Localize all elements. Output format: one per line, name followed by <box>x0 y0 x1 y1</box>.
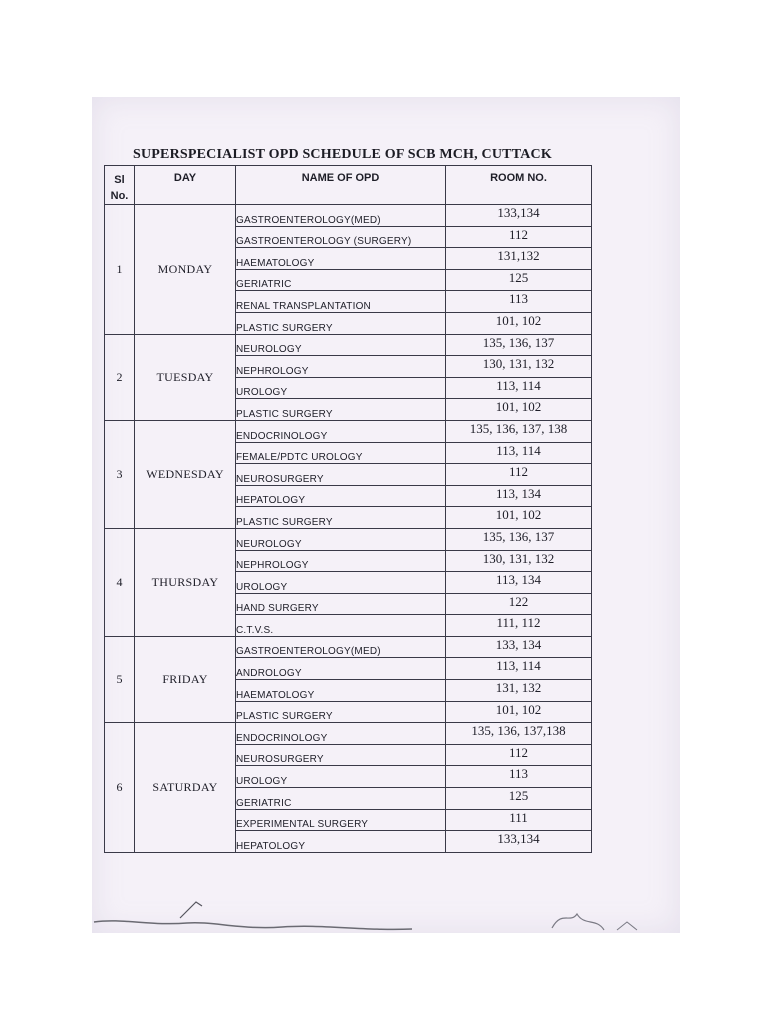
room-no-header: ROOM NO. <box>446 166 592 205</box>
room-no-cell: 122 <box>446 593 592 615</box>
room-no-cell: 113, 114 <box>446 658 592 680</box>
opd-name-cell: UROLOGY <box>236 377 446 399</box>
sl-no-header <box>105 166 135 205</box>
day-cell: SATURDAY <box>135 723 236 853</box>
opd-name-cell: HEPATOLOGY <box>236 485 446 507</box>
room-no-cell: 130, 131, 132 <box>446 356 592 378</box>
table-header-row <box>105 166 592 205</box>
room-no-cell: 131,132 <box>446 248 592 270</box>
opd-name-cell: NEUROLOGY <box>236 334 446 356</box>
room-no-cell: 113 <box>446 766 592 788</box>
torn-edge-mark <box>92 900 680 940</box>
room-no-cell: 135, 136, 137 <box>446 334 592 356</box>
room-no-cell: 101, 102 <box>446 312 592 334</box>
room-no-cell: 101, 102 <box>446 701 592 723</box>
room-no-cell: 112 <box>446 464 592 486</box>
room-no-cell: 130, 131, 132 <box>446 550 592 572</box>
opd-name-cell: EXPERIMENTAL SURGERY <box>236 809 446 831</box>
opd-name-cell: GERIATRIC <box>236 269 446 291</box>
opd-name-header: NAME OF OPD <box>236 166 446 205</box>
opd-name-cell: HAEMATOLOGY <box>236 248 446 270</box>
day-cell: FRIDAY <box>135 636 236 722</box>
opd-name-cell: PLASTIC SURGERY <box>236 399 446 421</box>
opd-name-cell: GASTROENTEROLOGY (SURGERY) <box>236 226 446 248</box>
room-no-cell: 125 <box>446 788 592 810</box>
table-row <box>105 723 592 745</box>
room-no-cell: 113, 114 <box>446 442 592 464</box>
room-no-cell: 125 <box>446 269 592 291</box>
table-row <box>105 420 592 442</box>
opd-name-cell: GERIATRIC <box>236 788 446 810</box>
opd-name-cell: HAND SURGERY <box>236 593 446 615</box>
opd-name-cell: HEPATOLOGY <box>236 831 446 853</box>
room-no-cell: 135, 136, 137, 138 <box>446 420 592 442</box>
room-no-cell: 101, 102 <box>446 399 592 421</box>
table-row <box>105 205 592 227</box>
opd-name-cell: GASTROENTEROLOGY(MED) <box>236 205 446 227</box>
opd-name-cell: ENDOCRINOLOGY <box>236 723 446 745</box>
room-no-cell: 135, 136, 137 <box>446 528 592 550</box>
sl-no-cell: 6 <box>105 723 135 853</box>
table-row <box>105 528 592 550</box>
room-no-cell: 113, 114 <box>446 377 592 399</box>
opd-name-cell: C.T.V.S. <box>236 615 446 637</box>
sl-no-cell: 3 <box>105 420 135 528</box>
opd-name-cell: HAEMATOLOGY <box>236 680 446 702</box>
opd-name-cell: NEPHROLOGY <box>236 550 446 572</box>
table-body <box>105 205 592 853</box>
room-no-cell: 133,134 <box>446 831 592 853</box>
sl-no-cell: 4 <box>105 528 135 636</box>
day-cell: WEDNESDAY <box>135 420 236 528</box>
day-header: DAY <box>135 166 236 205</box>
opd-name-cell: PLASTIC SURGERY <box>236 701 446 723</box>
opd-name-cell: ANDROLOGY <box>236 658 446 680</box>
room-no-cell: 111 <box>446 809 592 831</box>
room-no-cell: 135, 136, 137,138 <box>446 723 592 745</box>
table-row <box>105 334 592 356</box>
opd-name-cell: RENAL TRANSPLANTATION <box>236 291 446 313</box>
sl-no-cell: 1 <box>105 205 135 335</box>
sl-no-cell: 2 <box>105 334 135 420</box>
room-no-cell: 133, 134 <box>446 636 592 658</box>
document-title: SUPERSPECIALIST OPD SCHEDULE OF SCB MCH, CUTTACK <box>133 147 552 162</box>
room-no-cell: 112 <box>446 226 592 248</box>
table-row <box>105 636 592 658</box>
day-cell: THURSDAY <box>135 528 236 636</box>
opd-name-cell: ENDOCRINOLOGY <box>236 420 446 442</box>
opd-name-cell: UROLOGY <box>236 766 446 788</box>
room-no-cell: 111, 112 <box>446 615 592 637</box>
room-no-cell: 113, 134 <box>446 485 592 507</box>
opd-schedule-table <box>104 165 592 853</box>
room-no-cell: 101, 102 <box>446 507 592 529</box>
opd-name-cell: NEUROSURGERY <box>236 464 446 486</box>
opd-name-cell: FEMALE/PDTC UROLOGY <box>236 442 446 464</box>
opd-name-cell: NEUROLOGY <box>236 528 446 550</box>
opd-name-cell: NEPHROLOGY <box>236 356 446 378</box>
opd-name-cell: GASTROENTEROLOGY(MED) <box>236 636 446 658</box>
sl-header-line1: Sl <box>114 174 125 186</box>
opd-name-cell: PLASTIC SURGERY <box>236 312 446 334</box>
room-no-cell: 112 <box>446 744 592 766</box>
room-no-cell: 113, 134 <box>446 572 592 594</box>
sl-header-line2: No. <box>110 190 129 202</box>
day-cell: TUESDAY <box>135 334 236 420</box>
day-cell: MONDAY <box>135 205 236 335</box>
room-no-cell: 133,134 <box>446 205 592 227</box>
opd-name-cell: UROLOGY <box>236 572 446 594</box>
sl-no-cell: 5 <box>105 636 135 722</box>
opd-name-cell: NEUROSURGERY <box>236 744 446 766</box>
room-no-cell: 113 <box>446 291 592 313</box>
room-no-cell: 131, 132 <box>446 680 592 702</box>
opd-name-cell: PLASTIC SURGERY <box>236 507 446 529</box>
